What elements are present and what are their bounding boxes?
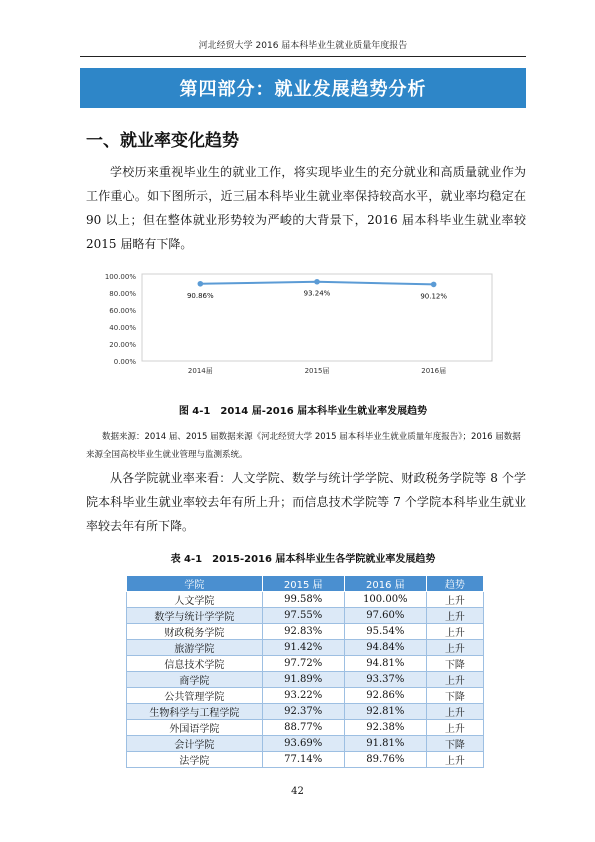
x-tick-label: 2015届 bbox=[304, 367, 330, 375]
table-row bbox=[127, 752, 484, 768]
section-title-banner: 第四部分：就业发展趋势分析 bbox=[80, 68, 526, 108]
data-source-note: 数据来源：2014 届、2015 届数据来源《河北经贸大学 2015 届本科毕业生就业质量年度报告》；2016 届数据来源全国高校毕业生就业管理与监测系统。 bbox=[86, 432, 521, 460]
trend-cell: 上升 bbox=[426, 672, 483, 688]
college-name-cell: 公共管理学院 bbox=[127, 688, 263, 704]
table-row bbox=[127, 656, 484, 672]
rate-2016-cell: 92.38% bbox=[344, 720, 426, 736]
college-name-cell: 外国语学院 bbox=[127, 720, 263, 736]
subheading: 一、就业率变化趋势 bbox=[86, 131, 239, 151]
rate-2016-cell: 94.81% bbox=[344, 656, 426, 672]
rate-2015-cell: 93.22% bbox=[262, 688, 344, 704]
table-row bbox=[127, 592, 484, 608]
table-row bbox=[127, 720, 484, 736]
college-name-cell: 会计学院 bbox=[127, 736, 263, 752]
y-tick-label: 100.00% bbox=[104, 273, 136, 281]
trend-cell: 上升 bbox=[426, 608, 483, 624]
col-header-college: 学院 bbox=[127, 576, 263, 592]
y-tick-label: 60.00% bbox=[109, 307, 136, 315]
trend-cell: 下降 bbox=[426, 656, 483, 672]
y-tick-label: 0.00% bbox=[113, 358, 136, 366]
rate-2016-cell: 100.00% bbox=[344, 592, 426, 608]
rate-2015-cell: 92.37% bbox=[262, 704, 344, 720]
data-label: 90.86% bbox=[186, 291, 214, 300]
rate-2015-cell: 88.77% bbox=[262, 720, 344, 736]
college-name-cell: 生物科学与工程学院 bbox=[127, 704, 263, 720]
plot-area bbox=[142, 274, 492, 361]
rate-2015-cell: 93.69% bbox=[262, 736, 344, 752]
rate-2016-cell: 92.81% bbox=[344, 704, 426, 720]
trend-cell: 下降 bbox=[426, 688, 483, 704]
trend-cell: 上升 bbox=[426, 592, 483, 608]
table-row bbox=[127, 688, 484, 704]
rate-2016-cell: 95.54% bbox=[344, 624, 426, 640]
line-chart-svg bbox=[100, 268, 500, 384]
page-header: 河北经贸大学 2016 届本科毕业生就业质量年度报告 bbox=[198, 41, 408, 51]
rate-2016-cell: 94.84% bbox=[344, 640, 426, 656]
college-name-cell: 商学院 bbox=[127, 672, 263, 688]
col-header-trend: 趋势 bbox=[426, 576, 483, 592]
college-name-cell: 旅游学院 bbox=[127, 640, 263, 656]
rate-2015-cell: 77.14% bbox=[262, 752, 344, 768]
rate-2015-cell: 99.58% bbox=[262, 592, 344, 608]
figure-caption: 图 4-1 2014 届-2016 届本科毕业生就业率发展趋势 bbox=[178, 406, 428, 417]
col-header-2016: 2016 届 bbox=[344, 576, 426, 592]
y-tick-label: 40.00% bbox=[109, 324, 136, 332]
trend-cell: 上升 bbox=[426, 720, 483, 736]
rate-2016-cell: 97.60% bbox=[344, 608, 426, 624]
trend-cell: 下降 bbox=[426, 736, 483, 752]
college-name-cell: 法学院 bbox=[127, 752, 263, 768]
data-point bbox=[314, 279, 320, 285]
trend-cell: 上升 bbox=[426, 752, 483, 768]
rate-2016-cell: 92.86% bbox=[344, 688, 426, 704]
rate-2016-cell: 89.76% bbox=[344, 752, 426, 768]
intro-paragraph: 学校历来重视毕业生的就业工作，将实现毕业生的充分就业和高质量就业作为工作重心。如下图所示，近三届本科毕业生就业率保持较高水平，就业率均稳定在 90 以上；但在整体就业形势较为严峻的大背景下，2016 届本科毕业生就业率较 2015 届略有下降。 bbox=[86, 165, 526, 251]
college-name-cell: 数学与统计学学院 bbox=[127, 608, 263, 624]
rate-2015-cell: 91.42% bbox=[262, 640, 344, 656]
data-label: 93.24% bbox=[303, 289, 331, 298]
rate-2016-cell: 91.81% bbox=[344, 736, 426, 752]
page-number: 42 bbox=[291, 786, 304, 797]
trend-cell: 上升 bbox=[426, 624, 483, 640]
table-caption: 表 4-1 2015-2016 届本科毕业生各学院就业率发展趋势 bbox=[170, 554, 436, 565]
y-tick-label: 20.00% bbox=[109, 341, 136, 349]
table-row bbox=[127, 736, 484, 752]
x-tick-label: 2014届 bbox=[187, 367, 213, 375]
college-name-cell: 信息技术学院 bbox=[127, 656, 263, 672]
rate-2015-cell: 97.72% bbox=[262, 656, 344, 672]
college-employment-table bbox=[126, 575, 484, 768]
trend-cell: 上升 bbox=[426, 704, 483, 720]
rate-2015-cell: 91.89% bbox=[262, 672, 344, 688]
table-header-row bbox=[127, 576, 484, 592]
rate-2015-cell: 92.83% bbox=[262, 624, 344, 640]
table-row bbox=[127, 672, 484, 688]
table-row bbox=[127, 704, 484, 720]
data-label: 90.12% bbox=[420, 292, 448, 301]
employment-rate-chart bbox=[100, 268, 500, 384]
rate-2015-cell: 97.55% bbox=[262, 608, 344, 624]
x-tick-label: 2016届 bbox=[421, 367, 447, 375]
college-rate-paragraph: 从各学院就业率来看：人文学院、数学与统计学学院、财政税务学院等 8 个学院本科毕业生就业率较去年有所上升；而信息技术学院等 7 个学院本科毕业生就业率较去年有所下降。 bbox=[86, 471, 526, 533]
college-name-cell: 财政税务学院 bbox=[127, 624, 263, 640]
college-name-cell: 人文学院 bbox=[127, 592, 263, 608]
data-point bbox=[431, 282, 437, 288]
table-row bbox=[127, 640, 484, 656]
col-header-2015: 2015 届 bbox=[262, 576, 344, 592]
table-row bbox=[127, 608, 484, 624]
table-row bbox=[127, 624, 484, 640]
trend-cell: 上升 bbox=[426, 640, 483, 656]
data-point bbox=[198, 281, 204, 287]
rate-2016-cell: 93.37% bbox=[344, 672, 426, 688]
header-divider bbox=[80, 56, 526, 57]
y-tick-label: 80.00% bbox=[109, 290, 136, 298]
